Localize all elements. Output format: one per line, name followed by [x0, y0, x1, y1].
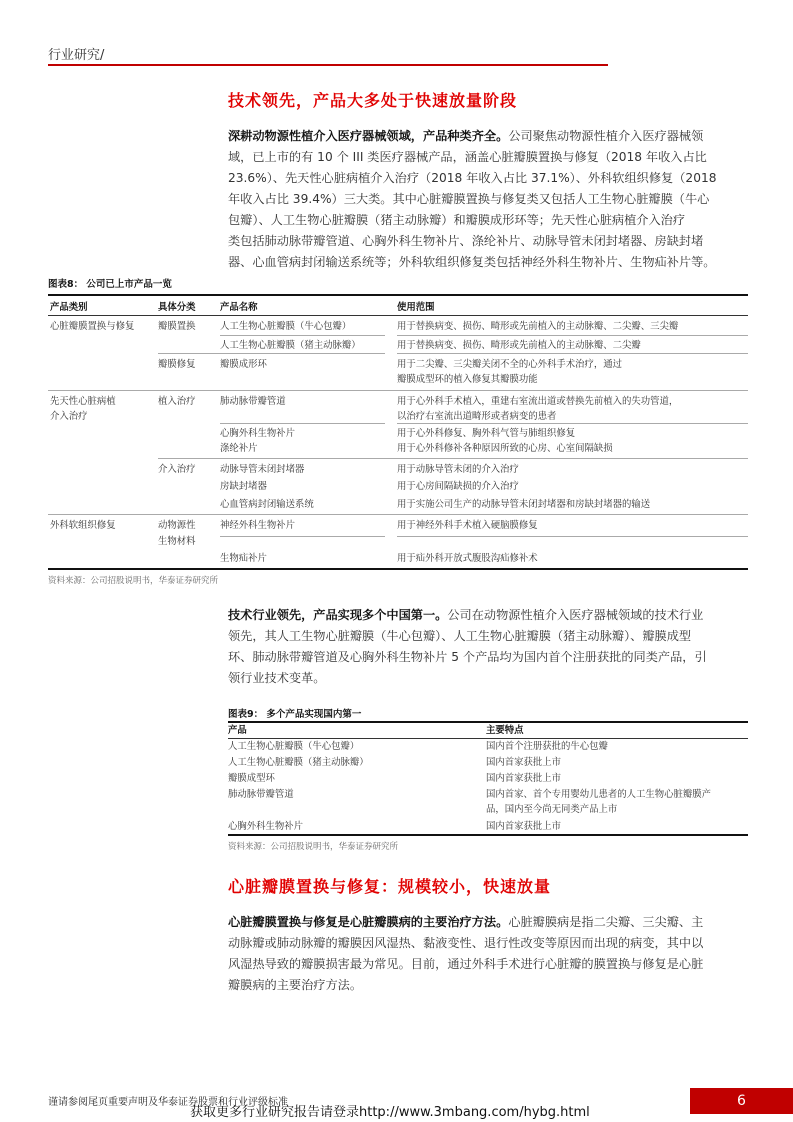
table-cell: 房缺封堵器: [220, 481, 267, 492]
para-line: 瓣膜病的主要治疗方法。: [228, 978, 363, 992]
table-cell: 动物源性: [158, 520, 196, 531]
section1-paragraph: [228, 126, 748, 273]
section3-paragraph: [228, 912, 748, 996]
table-cell: 心脏瓣膜置换与修复: [50, 321, 135, 332]
table-cell: 瓣膜成形环: [220, 359, 267, 370]
header-rule: [48, 64, 608, 66]
fig8-header-subcategory: 具体分类: [158, 302, 196, 313]
table-cell: 人工生物心脏瓣膜（牛心包瓣）: [220, 321, 352, 332]
table-cell: 瓣膜修复: [158, 359, 196, 370]
footer-link[interactable]: 获取更多行业研究报告请登录http://www.3mbang.com/hybg.html: [190, 1105, 590, 1120]
para-line: 23.6%）、先天性心脏病植介入治疗（2018 年收入占比 37.1%）、外科软组织修复（2018: [228, 171, 717, 185]
table-cell: 植入治疗: [158, 396, 196, 407]
cell-divider: [397, 423, 748, 424]
table-cell: 国内首个注册获批的牛心包瓣: [486, 741, 608, 752]
group-divider: [48, 390, 748, 391]
table-cell: 瓣膜成型环的植入修复其瓣膜功能: [397, 374, 538, 385]
para-line: 环、肺动脉带瓣管道及心胸外科生物补片 5 个产品均为国内首个注册获批的同类产品，引: [228, 650, 707, 664]
table-cell: 人工生物心脏瓣膜（猪主动脉瓣）: [228, 757, 369, 768]
para-line: 领行业技术变革。: [228, 671, 326, 685]
figure8-source: 资料来源：公司招股说明书，华泰证券研究所: [48, 576, 219, 586]
para-line: 类包括肺动脉带瓣管道、心胸外科生物补片、涤纶补片、动脉导管未闭封堵器、房缺封堵: [228, 234, 704, 248]
table-cell: 国内首家获批上市: [486, 821, 562, 832]
table-cell: 肺动脉带瓣管道: [228, 789, 294, 800]
table-cell: 肺动脉带瓣管道: [220, 396, 286, 407]
section3-heading: 心脏瓣膜置换与修复：规模较小，快速放量: [228, 877, 552, 896]
page-number: 6: [690, 1088, 793, 1114]
table-cell: 国内首家获批上市: [486, 773, 562, 784]
table-cell: 用于疝外科开放式腹股沟疝修补术: [397, 553, 538, 564]
cell-divider: [158, 458, 748, 459]
cell-divider: [397, 536, 748, 537]
table-cell: 以治疗右室流出道畸形或者病变的患者: [397, 411, 557, 422]
table-cell: 介入治疗: [50, 411, 88, 422]
footer-disclaimer: 谨请参阅尾页重要声明及华泰证券股票和行业评级标准: [48, 1097, 288, 1108]
figure9-header-rule: [228, 738, 748, 739]
table-cell: 用于替换病变、损伤、畸形或先前植入的主动脉瓣、二尖瓣: [397, 340, 641, 351]
para-line: 器、心血管病封闭输送系统等；外科软组织修复类包括神经外科生物补片、生物疝补片等。: [228, 255, 716, 269]
table-cell: 生物材料: [158, 536, 196, 547]
cell-divider: [397, 335, 748, 336]
table-cell: 介入治疗: [158, 464, 196, 475]
para-line: 领先，其人工生物心脏瓣膜（牛心包瓣）、人工生物心脏瓣膜（猪主动脉瓣）、瓣膜成型: [228, 629, 692, 643]
table-cell: 国内首家、首个专用婴幼儿患者的人工生物心脏瓣膜产: [486, 789, 712, 800]
fig9-header-feature: 主要特点: [486, 725, 524, 736]
table-cell: 用于心房间隔缺损的介入治疗: [397, 481, 519, 492]
table-cell: 用于神经外科手术植入硬脑膜修复: [397, 520, 538, 531]
para-line: 公司聚焦动物源性植介入医疗器械领: [508, 129, 704, 143]
table-cell: 外科软组织修复: [50, 520, 116, 531]
fig8-header-category: 产品类别: [50, 302, 88, 313]
para-line: 风湿热导致的瓣膜损害最为常见。目前，通过外科手术进行心脏瓣的膜置换与修复是心脏: [228, 957, 704, 971]
figure8-title: 图表8： 公司已上市产品一览: [48, 279, 172, 290]
group-divider: [48, 514, 748, 515]
figure8-header-rule: [48, 315, 748, 316]
fig9-header-product: 产品: [228, 725, 247, 736]
figure9-bottom-rule: [228, 834, 748, 836]
para-line: 域，已上市的有 10 个 III 类医疗器械产品，涵盖心脏瓣膜置换与修复（2018 年收入占比: [228, 150, 707, 164]
table-cell: 用于心外科修复、胸外科气管与肺组织修复: [397, 428, 576, 439]
table-cell: 用于心外科手术植入，重建右室流出道或替换先前植入的失功管道，: [397, 396, 679, 407]
cell-divider: [397, 353, 748, 354]
table-cell: 人工生物心脏瓣膜（猪主动脉瓣）: [220, 340, 361, 351]
table-cell: 瓣膜成型环: [228, 773, 275, 784]
table-cell: 瓣膜置换: [158, 321, 196, 332]
table-cell: 用于二尖瓣、三尖瓣关闭不全的心外科手术治疗，通过: [397, 359, 623, 370]
cell-divider: [220, 423, 385, 424]
fig8-header-usage: 使用范围: [397, 302, 435, 313]
cell-divider: [220, 335, 385, 336]
table-cell: 用于心外科修补各种原因所致的心房、心室间隔缺损: [397, 443, 613, 454]
fig8-header-product: 产品名称: [220, 302, 258, 313]
table-cell: 先天性心脏病植: [50, 396, 116, 407]
section2-lead: 技术行业领先，产品实现多个中国第一。: [228, 608, 448, 622]
table-cell: 涤纶补片: [220, 443, 258, 454]
para-line: 公司在动物源性植介入医疗器械领域的技术行业: [447, 608, 704, 622]
table-cell: 用于动脉导管未闭的介入治疗: [397, 464, 519, 475]
para-line: 年收入占比 39.4%）三大类。其中心脏瓣膜置换与修复类又包括人工生物心脏瓣膜（牛心: [228, 192, 710, 206]
section2-paragraph: [228, 605, 748, 689]
table-cell: 人工生物心脏瓣膜（牛心包瓣）: [228, 741, 360, 752]
cell-divider: [220, 536, 385, 537]
figure9-title: 图表9： 多个产品实现国内第一: [228, 709, 362, 720]
figure9-top-rule: [228, 721, 748, 723]
table-cell: 国内首家获批上市: [486, 757, 562, 768]
table-cell: 心血管病封闭输送系统: [220, 499, 314, 510]
section1-lead: 深耕动物源性植介入医疗器械领域，产品种类齐全。: [228, 129, 509, 143]
table-cell: 动脉导管未闭封堵器: [220, 464, 305, 475]
table-cell: 神经外科生物补片: [220, 520, 296, 531]
table-cell: 心胸外科生物补片: [228, 821, 304, 832]
para-line: 包瓣）、人工生物心脏瓣膜（猪主动脉瓣）和瓣膜成形环等；先天性心脏病植介入治疗: [228, 213, 686, 227]
figure8-bottom-rule: [48, 568, 748, 570]
section1-heading: 技术领先，产品大多处于快速放量阶段: [228, 91, 518, 110]
header-title: 行业研究/: [48, 48, 105, 63]
table-cell: 品，国内至今尚无同类产品上市: [486, 804, 618, 815]
table-cell: 用于替换病变、损伤、畸形或先前植入的主动脉瓣、二尖瓣、三尖瓣: [397, 321, 679, 332]
figure9-source: 资料来源：公司招股说明书，华泰证券研究所: [228, 842, 399, 852]
table-cell: 心胸外科生物补片: [220, 428, 296, 439]
table-cell: 用于实施公司生产的动脉导管未闭封堵器和房缺封堵器的输送: [397, 499, 651, 510]
cell-divider: [158, 353, 385, 354]
figure8-top-rule: [48, 294, 748, 296]
table-cell: 生物疝补片: [220, 553, 267, 564]
section3-lead: 心脏瓣膜置换与修复是心脏瓣膜病的主要治疗方法。: [228, 915, 509, 929]
para-line: 动脉瓣或肺动脉瓣的瓣膜因风湿热、黏液变性、退行性改变等原因而出现的病变，其中以: [228, 936, 704, 950]
para-line: 心脏瓣膜病是指二尖瓣、三尖瓣、主: [508, 915, 704, 929]
